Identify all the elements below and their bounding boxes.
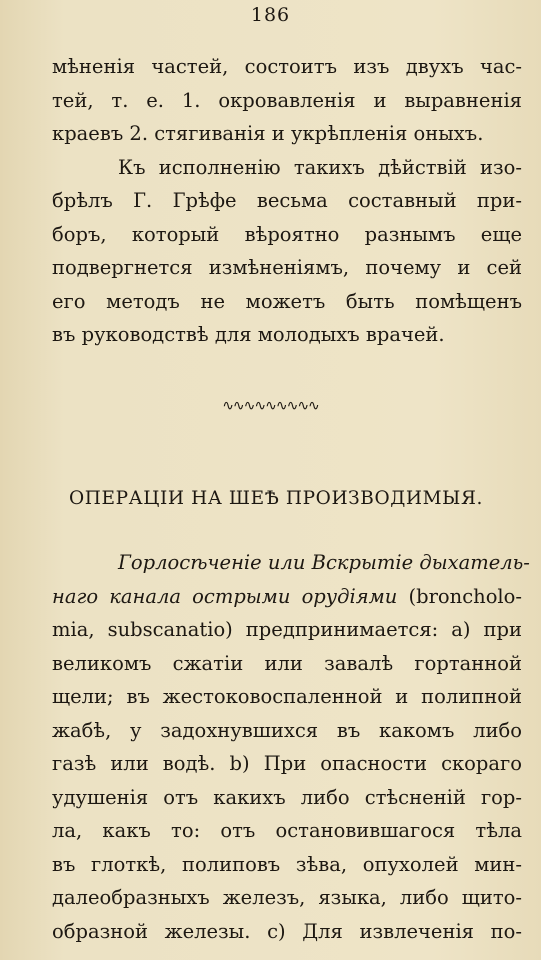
bottom-text-block [52,546,530,948]
text-line: тей, т. е. 1. окровавленія и выравненія [52,88,522,112]
section-separator: ∿∿∿∿∿∿∿∿∿ [222,398,319,414]
text-line [52,546,530,580]
text-line: щели; въ жестоковоспаленной и полипной [52,685,522,708]
latin-term: (broncholo- [397,584,522,608]
text-line: удушенія отъ какихъ либо стѣсненій гор- [52,785,522,809]
text-line: ла, какъ то: отъ остановившагося тѣла [52,819,522,842]
text-line: mia, subscanatio) предпринимается: а) при [52,618,522,641]
text-line: его методъ не можетъ быть помѣщенъ [52,289,522,313]
text-line: брѣлъ Г. Грѣфе весьма составный при- [52,189,522,212]
text-line: въ руководствѣ для молодыхъ врачей. [52,323,445,346]
italic-text: наго канала острыми орудіями [52,584,398,608]
text-line: далеобразныхъ железъ, языка, либо щито- [52,886,522,909]
section-heading: ОПЕРАЦІИ НА ШЕѢ ПРОИЗВОДИМЫЯ. [68,488,484,509]
top-text-block [52,50,522,352]
text-line: великомъ сжатіи или завалѣ гортанной [52,651,522,675]
text-line: краевъ 2. стягиванія и укрѣпленія оныхъ. [52,122,484,145]
text-line [52,580,522,614]
text-line: жабѣ, у задохнувшихся въ какомъ либо [52,718,522,742]
text-line: въ глоткѣ, полиповъ зѣва, опухолей мин- [52,852,522,876]
text-line: боръ, который вѣроятно разнымъ еще [52,222,522,246]
italic-text: Горлосѣченіе или Вскрытіе дыхатель- [118,551,530,574]
text-line: подвергнется измѣненіямъ, почему и сей [52,256,522,279]
text-line: Къ исполненію такихъ дѣйствій изо- [118,155,522,179]
page-number: 186 [250,4,291,26]
text-line: мѣненія частей, состоитъ изъ двухъ час- [52,55,522,78]
text-line: образной железы. с) Для извлеченія по- [52,919,522,943]
text-line: газѣ или водѣ. b) При опасности скораго [52,752,522,775]
